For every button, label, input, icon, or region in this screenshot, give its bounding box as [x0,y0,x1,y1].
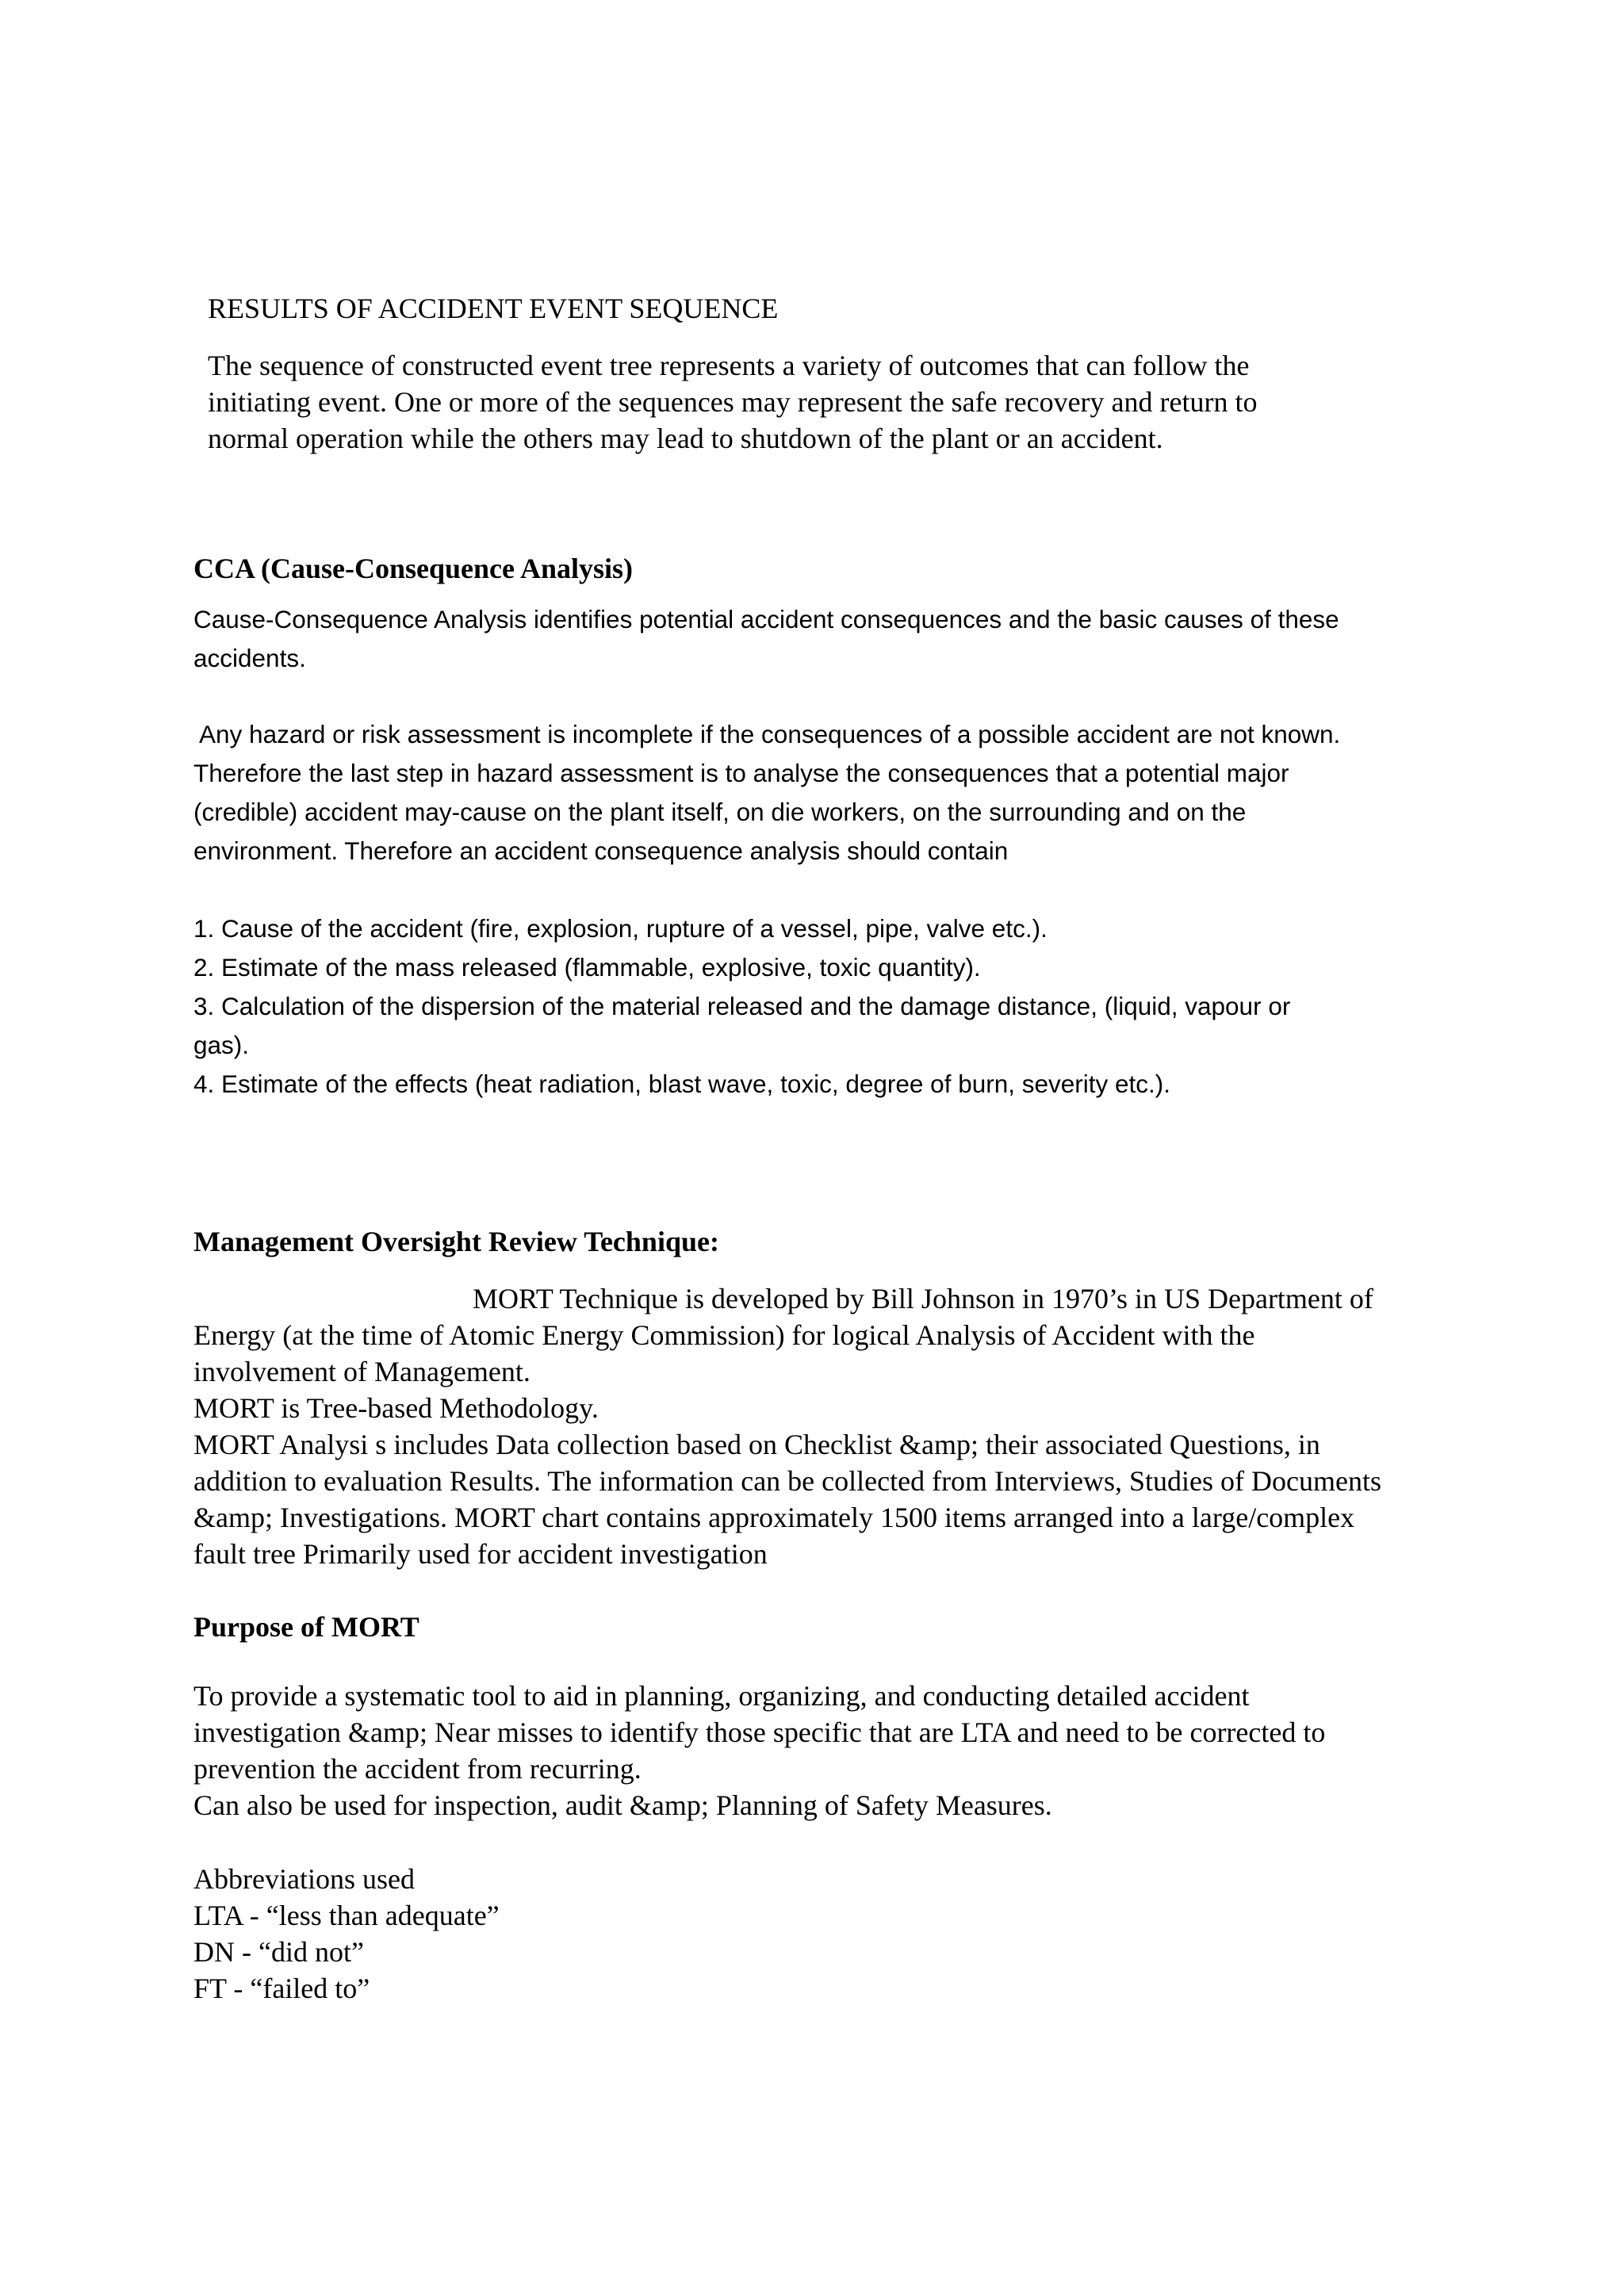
mort-heading-block [193,1223,1462,1260]
cca-body-line-4: environment. Therefore an accident consequence analysis should contain [193,836,1009,865]
mort-heading: Management Oversight Review Technique: [193,1226,719,1257]
abbreviations-heading: Abbreviations used [193,1863,415,1895]
purpose-heading: Purpose of MORT [193,1611,419,1643]
mort-line-5: MORT Analysi s includes Data collection based on Checklist &amp; their associated Questions, in [193,1429,1320,1460]
purpose-line-2: investigation &amp; Near misses to identify those specific that are LTA and need to be corrected to [193,1716,1326,1748]
purpose-heading-block [193,1609,1462,1645]
cca-list [193,909,1462,1104]
cca-body-line-1: Any hazard or risk assessment is incomplete if the consequences of a possible accident are not known. [193,720,1341,748]
abbreviation-lta: LTA - “less than adequate” [193,1900,500,1931]
cca-body [193,715,1462,871]
mort-line-3: involvement of Management. [193,1356,530,1387]
cca-heading-block [193,550,1462,587]
purpose-line-3: prevention the accident from recurring. [193,1753,642,1785]
results-paragraph [208,347,1477,457]
results-line-1: The sequence of constructed event tree represents a variety of outcomes that can follow the [208,350,1250,381]
cca-intro-line-2: accidents. [193,644,306,672]
cca-body-line-3: (credible) accident may-cause on the plant itself, on die workers, on the surrounding and on the [193,798,1247,826]
cca-list-item-1: 1. Cause of the accident (fire, explosion, rupture of a vessel, pipe, valve etc.). [193,914,1048,943]
abbreviation-ft: FT - “failed to” [193,1973,370,2004]
mort-line-1: MORT Technique is developed by Bill Johnson in 1970’s in US Department of [473,1283,1373,1314]
cca-intro-line-1: Cause-Consequence Analysis identifies potential accident consequences and the basic causes of these [193,605,1339,633]
mort-line-4: MORT is Tree-based Methodology. [193,1392,599,1424]
cca-heading: CCA (Cause-Consequence Analysis) [193,553,634,584]
cca-list-item-3: 3. Calculation of the dispersion of the material released and the damage distance, (liquid, vapour or [193,992,1291,1020]
results-line-2: initiating event. One or more of the sequences may represent the safe recovery and return to [208,386,1258,418]
cca-body-line-2: Therefore the last step in hazard assessment is to analyse the consequences that a potential major [193,759,1289,787]
mort-paragraph [193,1280,1462,1572]
purpose-line-4: Can also be used for inspection, audit &amp; Planning of Safety Measures. [193,1789,1052,1821]
purpose-paragraph [193,1678,1462,1823]
mort-line-6: addition to evaluation Results. The information can be collected from Interviews, Studies of Documents [193,1465,1381,1497]
purpose-line-1: To provide a systematic tool to aid in planning, organizing, and conducting detailed accident [193,1680,1250,1712]
results-line-3: normal operation while the others may lead to shutdown of the plant or an accident. [208,423,1163,454]
cca-list-item-2: 2. Estimate of the mass released (flammable, explosive, toxic quantity). [193,953,981,982]
mort-line-7: &amp; Investigations. MORT chart contains approximately 1500 items arranged into a large/complex [193,1502,1355,1533]
mort-line-8: fault tree Primarily used for accident investigation [193,1538,768,1570]
results-heading: RESULTS OF ACCIDENT EVENT SEQUENCE [208,293,779,324]
abbreviations-list [193,1861,1462,2007]
cca-intro [193,600,1462,678]
abbreviation-dn: DN - “did not” [193,1936,364,1968]
mort-line-2: Energy (at the time of Atomic Energy Commission) for logical Analysis of Accident with the [193,1319,1255,1351]
results-section [208,290,1477,327]
cca-list-item-4: 4. Estimate of the effects (heat radiation, blast wave, toxic, degree of burn, severity etc.). [193,1070,1171,1098]
cca-list-item-3-cont: gas). [193,1031,250,1059]
